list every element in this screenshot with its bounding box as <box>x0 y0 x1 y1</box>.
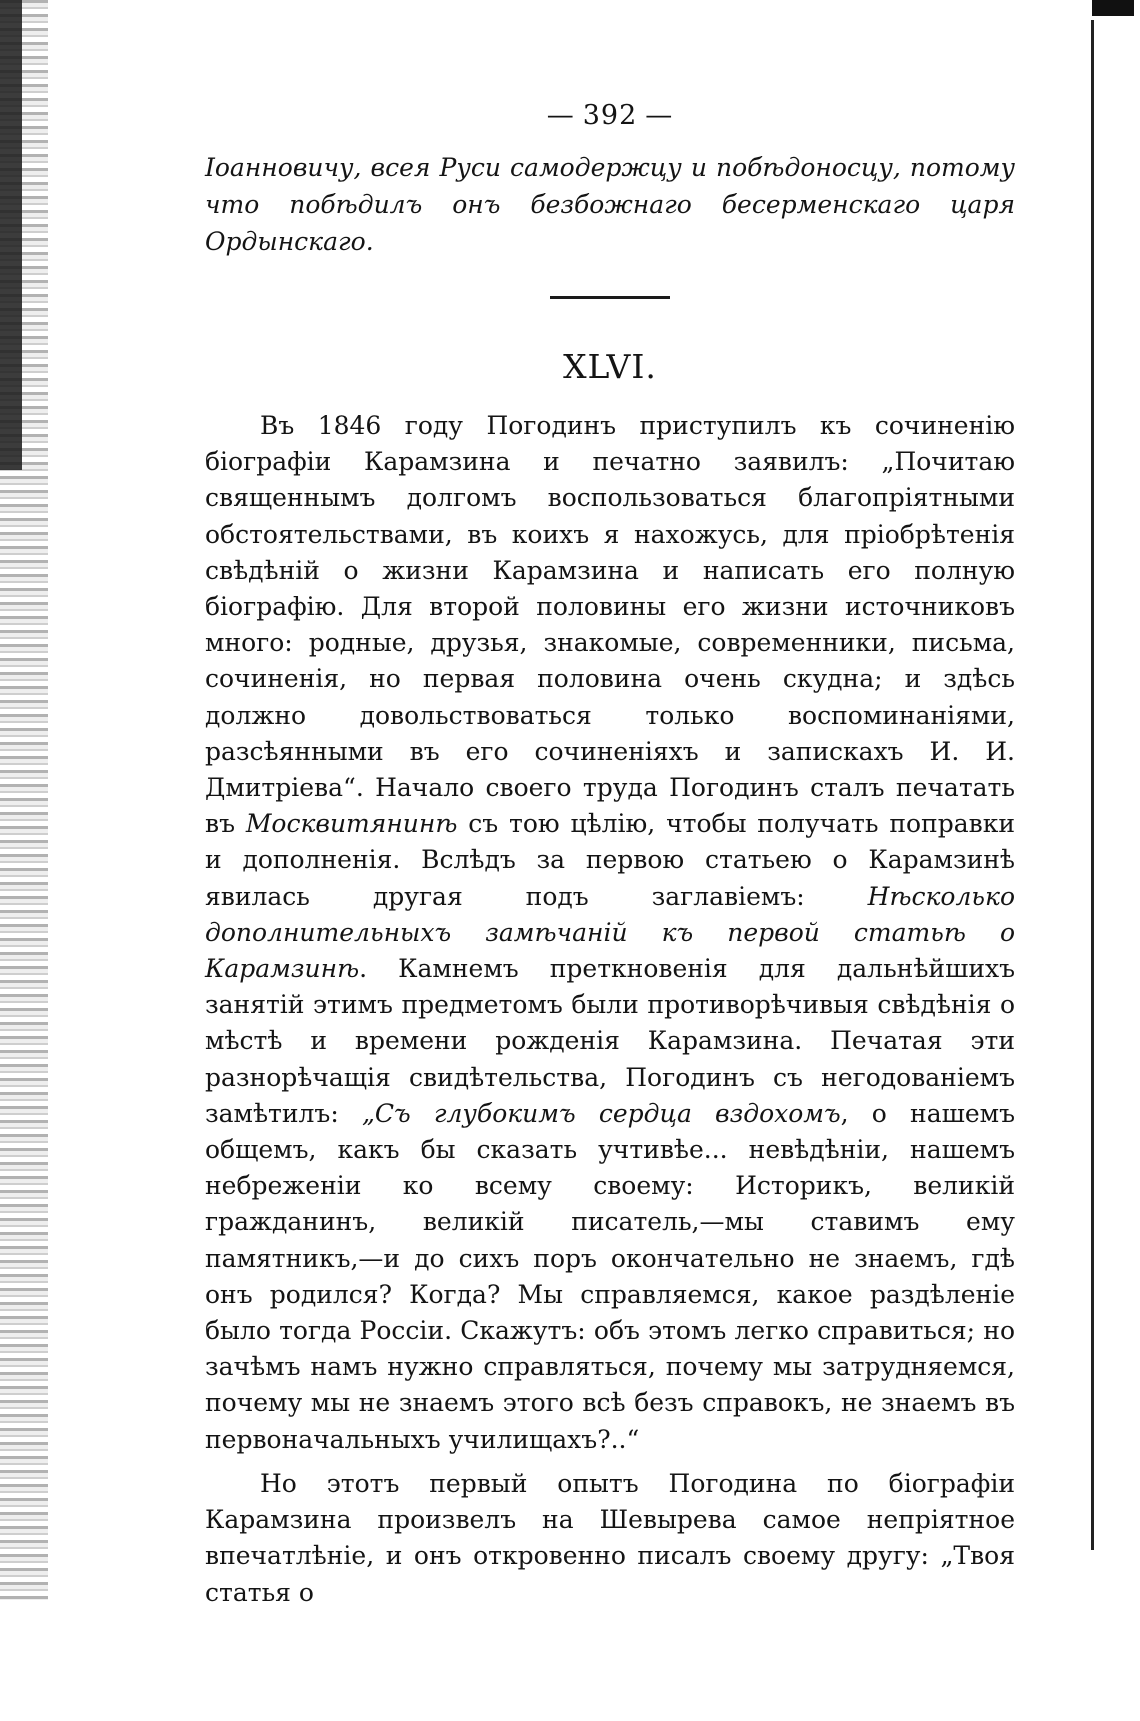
quote-italic: „Съ глубокимъ сердца вздохомъ <box>361 1098 841 1128</box>
paragraph-1 <box>205 408 1015 1458</box>
paragraph-2: Но этотъ первый опытъ Погодина по біографіи Карамзина произвелъ на Шевырева самое непріятное впечатлѣніе, и онъ откровенно писалъ своему другу: „Твоя статья о <box>205 1468 1015 1607</box>
article-title-italic: Нѣсколько дополнительныхъ замѣчаній къ первой статьѣ о Карамзинѣ <box>205 881 1015 984</box>
scan-edge-right <box>1091 20 1094 1550</box>
book-page <box>205 100 1015 1619</box>
page-number-line <box>205 100 1015 131</box>
paragraph-1-part-4: , о нашемъ общемъ, какъ бы сказать учтивѣе... невѣдѣніи, нашемъ небреженіи ко всему своему: Историкъ, великій гражданинъ, великій писатель,—мы ставимъ ему памятникъ,—и до сихъ поръ окончательно не знаемъ, гдѣ онъ родился? Когда? Мы справляемся, какое раздѣленіе было тогда Россіи. Скажутъ: объ этомъ легко справиться; но зачѣмъ намъ нужно справляться, почему мы затрудняемся, почему мы не знаемъ этого всѣ безъ справокъ, не знаемъ въ первоначальныхъ училищахъ?..“ <box>205 1098 1015 1454</box>
scan-edge-left-dark <box>0 0 22 470</box>
section-divider <box>550 296 670 299</box>
page-number-dash-right: — <box>645 100 674 131</box>
section-title: XLVI. <box>563 347 657 386</box>
continuation-text: Іоанновичу, всея Руси самодержцу и побѣдоносцу, потому что побѣдилъ онъ безбожнаго бесерменскаго царя Ордынскаго. <box>205 153 1015 256</box>
page-number: 392 <box>582 100 638 131</box>
page-number-dash-left: — <box>546 100 575 131</box>
paragraph-1-part-3: . Камнемъ преткновенія для дальнѣйшихъ занятій этимъ предметомъ были противорѣчивыя свѣдѣнія о мѣстѣ и времени рожденія Карамзина. Печатая эти разнорѣчащія свидѣтельства, Погодинъ съ негодованіемъ замѣтилъ: <box>205 954 1015 1128</box>
scan-corner-top-right <box>1092 0 1134 16</box>
paragraph-1-part-2: съ тою цѣлію, чтобы получать поправки и дополненія. Вслѣдъ за первою статьею о Карамзинѣ явилась другая подъ заглавіемъ: <box>205 809 1015 911</box>
journal-title-italic: Москвитянинѣ <box>245 809 458 839</box>
paragraph-1-part-1: Въ 1846 году Погодинъ приступилъ къ сочиненію біографіи Карамзина и печатно заявилъ: „Почитаю священнымъ долгомъ воспользоваться благопріятными обстоятельствами, въ коихъ я нахожусь, для пріобрѣтенія свѣдѣній о жизни Карамзина и написать его полную біографію. Для второй половины его жизни источниковъ много: родные, друзья, знакомые, современники, письма, сочиненія, но первая половина очень скудна; и здѣсь должно довольствоваться только воспоминаніями, разсѣянными въ его сочиненіяхъ и запискахъ И. И. Дмитріева“. Начало своего труда Погодинъ сталъ печатать въ <box>205 411 1015 839</box>
